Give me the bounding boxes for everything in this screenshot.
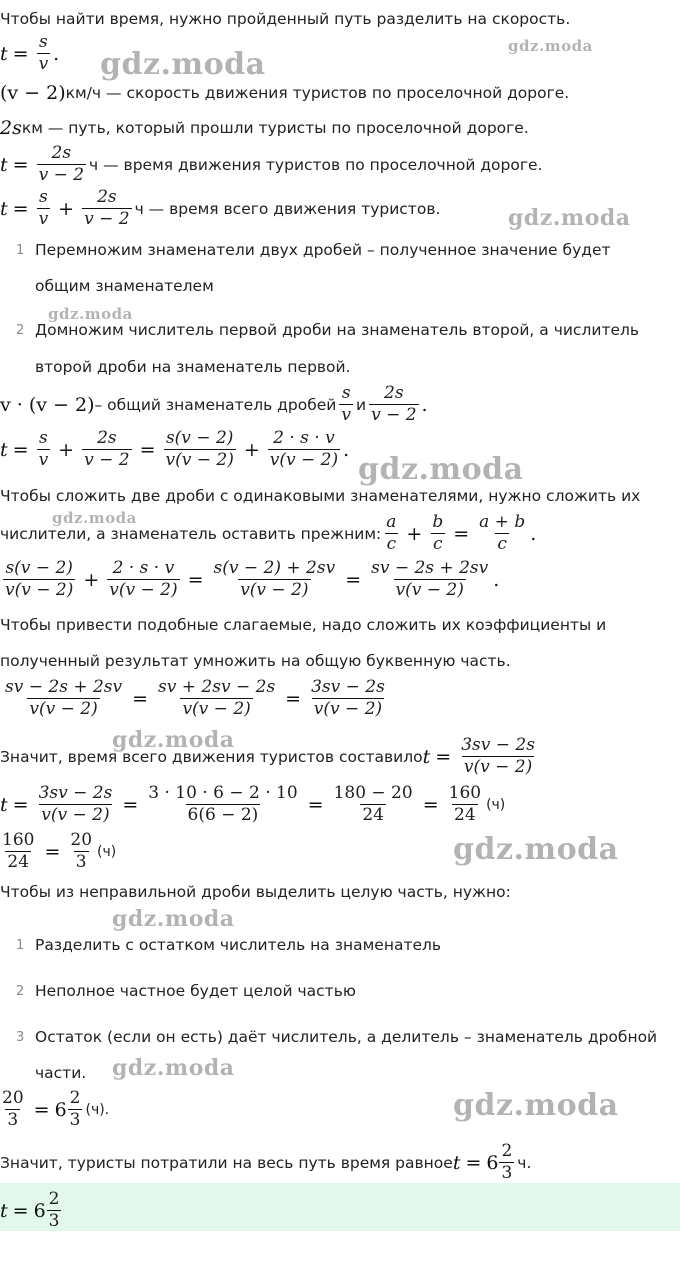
fraction: $\frac{s}{v}$ bbox=[38, 32, 49, 74]
addition-rule-line: числители, а знаменатель оставить прежним: $\frac{a}{c}$ + $\frac{b}{c}$ = $\frac{a + b}{c}$ . bbox=[0, 512, 537, 554]
formula-substitution: t = $\frac{3sv - 2s}{v(v - 2)}$ = $\frac{3 \cdot 10 \cdot 6 - 2 \cdot 10}{6(6 - 2)}$ = $\frac{180 - 20}{24}$ = $\frac{160}{24}$ (ч) bbox=[0, 783, 506, 825]
formula-t-s-over-v: t = $\frac{s}{v}$ . bbox=[0, 32, 60, 74]
watermark: gdz.moda bbox=[453, 832, 619, 867]
watermark: gdz.moda bbox=[508, 37, 593, 55]
text-line-speed: (v − 2) км/ч — скорость движения туристов по проселочной дороге. bbox=[0, 82, 570, 104]
list-item: Неполное частное будет целой частью bbox=[35, 982, 356, 1000]
text-line: Чтобы сложить две дроби с одинаковыми знаменателями, нужно сложить их bbox=[0, 487, 641, 505]
list-item-cont: второй дроби на знаменатель первой. bbox=[35, 358, 351, 376]
text-line-path: 2s км — путь, который прошли туристы по проселочной дороге. bbox=[0, 117, 529, 139]
watermark: gdz.moda bbox=[453, 1088, 619, 1123]
text-line: Чтобы из неправильной дроби выделить целую часть, нужно: bbox=[0, 883, 511, 901]
text-line: полученный результат умножить на общую буквенную часть. bbox=[0, 652, 511, 670]
common-denominator-line: v · (v − 2) – общий знаменатель дробей $\frac{s}{v}$ и $\frac{2s}{v - 2}$ . bbox=[0, 383, 428, 425]
answer-formula: t = 6 $\frac{2}{3}$ bbox=[0, 1189, 60, 1231]
list-item-number: 1 bbox=[16, 243, 25, 258]
list-item-number: 2 bbox=[16, 323, 25, 338]
formula-total-time: t = $\frac{s}{v}$ + $\frac{2s}{v - 2}$ ч — время всего движения туристов. bbox=[0, 187, 441, 229]
list-item: Разделить с остатком числитель на знаменатель bbox=[35, 936, 442, 954]
watermark: gdz.moda bbox=[358, 452, 524, 487]
watermark: gdz.moda bbox=[508, 205, 631, 231]
list-item-number: 3 bbox=[16, 1030, 25, 1045]
watermark: gdz.moda bbox=[100, 47, 266, 82]
list-item-cont: части. bbox=[35, 1064, 87, 1082]
formula-like-terms: $\frac{sv - 2s + 2sv}{v(v - 2)}$ = $\frac{sv + 2sv - 2s}{v(v - 2)}$ = $\frac{3sv - 2s}{v(v - 2)}$ bbox=[5, 677, 385, 719]
list-item-cont: общим знаменателем bbox=[35, 277, 214, 295]
list-item-number: 2 bbox=[16, 984, 25, 999]
watermark: gdz.moda bbox=[112, 727, 235, 753]
watermark: gdz.moda bbox=[52, 509, 137, 527]
watermark: gdz.moda bbox=[112, 1055, 235, 1081]
formula-dirt-road-time: t = $\frac{2s}{v - 2}$ ч — время движения туристов по проселочной дороге. bbox=[0, 143, 543, 185]
formula-common-denominator: t = $\frac{s}{v}$ + $\frac{2s}{v - 2}$ = $\frac{s(v - 2)}{v(v - 2)}$ + $\frac{2 \cdot s \cdot v}{v(v - 2)}$ . bbox=[0, 428, 350, 470]
formula-sum: $\frac{s(v - 2)}{v(v - 2)}$ + $\frac{2 \cdot s \cdot v}{v(v - 2)}$ = $\frac{s(v - 2) + 2sv}{v(v - 2)}$ = $\frac{sv - 2s + 2sv}{v(v - 2)}$ . bbox=[5, 558, 500, 600]
answer-box bbox=[0, 1183, 680, 1231]
watermark: gdz.moda bbox=[48, 305, 133, 323]
text-line: Чтобы найти время, нужно пройденный путь разделить на скорость. bbox=[0, 10, 571, 28]
list-item: Остаток (если он есть) даёт числитель, а делитель – знаменатель дробной bbox=[35, 1028, 658, 1046]
list-item: Перемножим знаменатели двух дробей – полученное значение будет bbox=[35, 241, 611, 259]
formula-reduce: $\frac{160}{24}$ = $\frac{20}{3}$ (ч) bbox=[2, 830, 117, 872]
final-statement: Значит, туристы потратили на весь путь время равное t = 6 $\frac{2}{3}$ ч. bbox=[0, 1141, 532, 1183]
list-item-number: 1 bbox=[16, 938, 25, 953]
formula-mixed-number: $\frac{20}{3}$ = 6 $\frac{2}{3}$ (ч). bbox=[2, 1088, 110, 1130]
text-line: Чтобы привести подобные слагаемые, надо сложить их коэффициенты и bbox=[0, 616, 607, 634]
watermark: gdz.moda bbox=[112, 906, 235, 932]
total-time-statement: Значит, время всего движения туристов составило t = $\frac{3sv - 2s}{v(v - 2)}$ bbox=[0, 735, 535, 777]
list-item: Домножим числитель первой дроби на знаменатель второй, а числитель bbox=[35, 321, 640, 339]
